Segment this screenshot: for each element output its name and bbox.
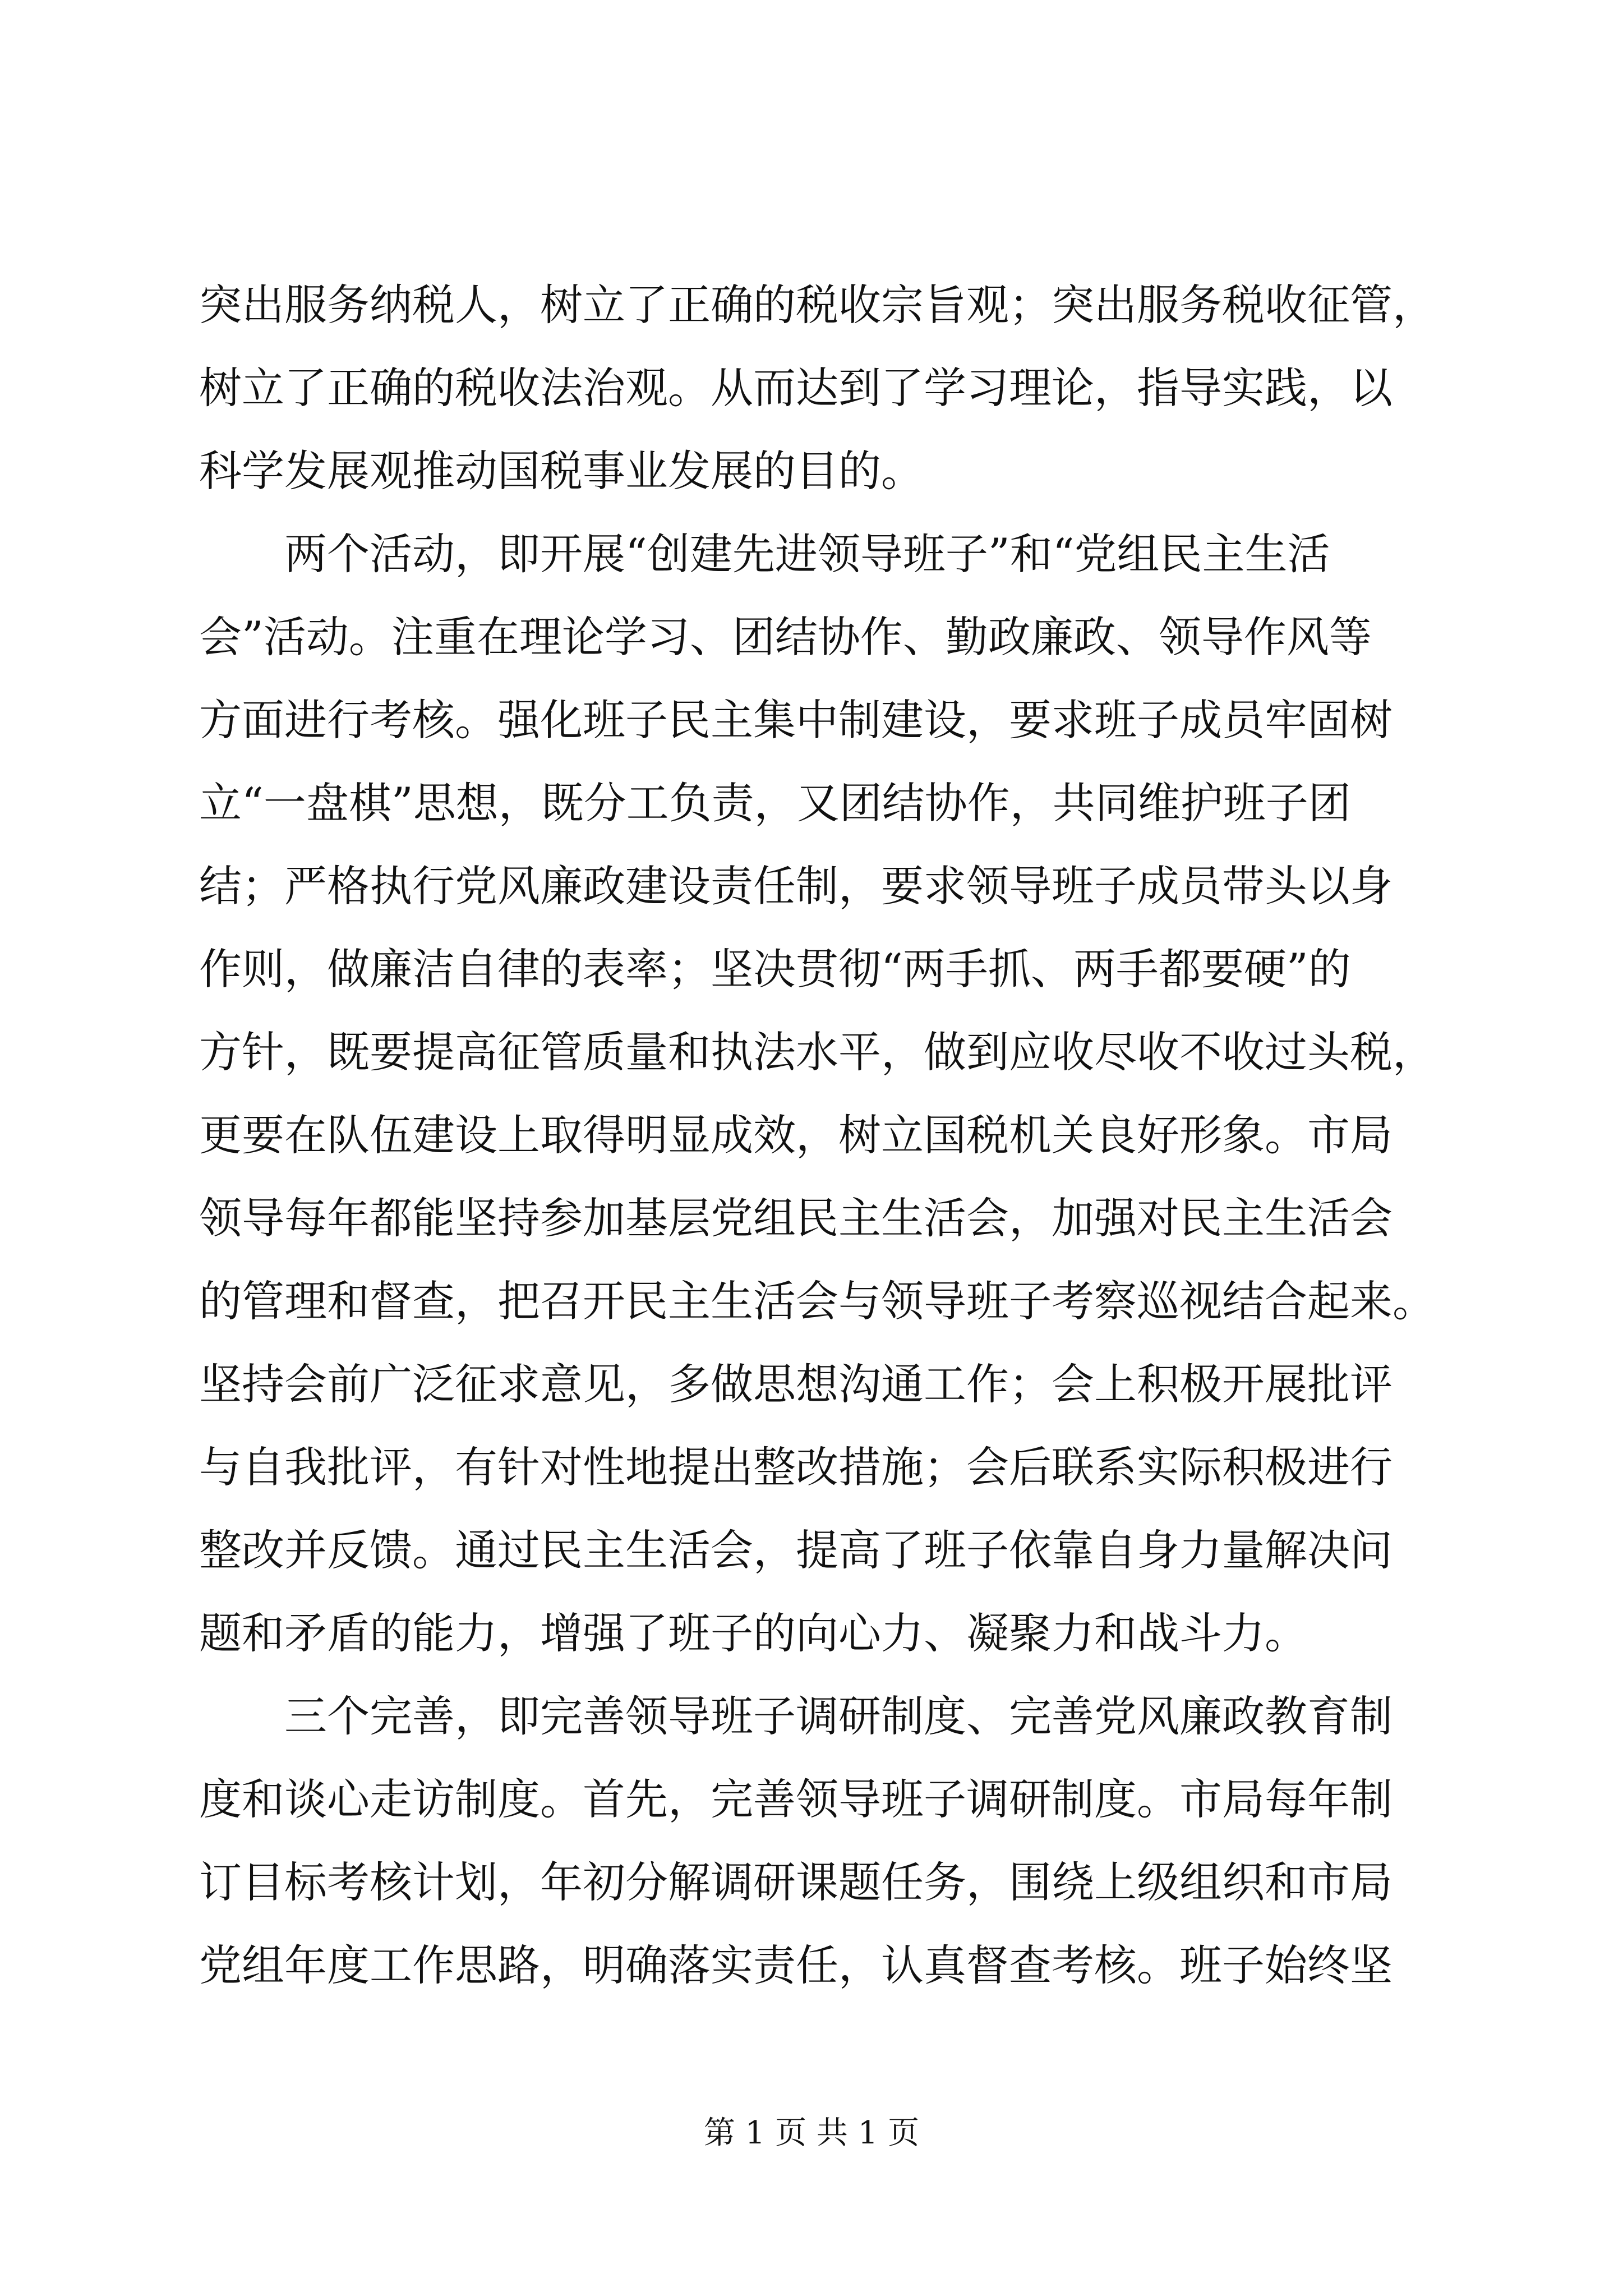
text-line: 整改并反馈。通过民主生活会，提高了班子依靠自身力量解决问: [199, 1525, 1393, 1575]
paragraph-2: [199, 513, 1435, 1675]
text-line: 党组年度工作思路，明确落实责任，认真督查考核。班子始终坚: [199, 1940, 1393, 1990]
text-line: 订目标考核计划，年初分解调研课题任务，围绕上级组织和市局: [199, 1857, 1393, 1907]
text-line: 方针，既要提高征管质量和执法水平，做到应收尽收不收过头税，: [199, 1027, 1435, 1077]
text-line: 会”活动。注重在理论学习、团结协作、勤政廉政、领导作风等: [199, 612, 1372, 662]
paragraph-1: [199, 264, 1435, 513]
text-line: 立“一盘棋”思想，既分工负责，又团结协作，共同维护班子团: [199, 778, 1351, 828]
text-line: 领导每年都能坚持参加基层党组民主生活会，加强对民主生活会: [199, 1193, 1393, 1243]
text-line: 更要在队伍建设上取得明显成效，树立国税机关良好形象。市局: [199, 1110, 1393, 1160]
text-line: 树立了正确的税收法治观。从而达到了学习理论，指导实践，以: [199, 363, 1393, 413]
paragraph-3: [199, 1675, 1416, 2007]
text-line: 结；严格执行党风廉政建设责任制，要求领导班子成员带头以身: [199, 861, 1393, 911]
text-line: 坚持会前广泛征求意见，多做思想沟通工作；会上积极开展批评: [199, 1359, 1393, 1409]
text-line: 题和矛盾的能力，增强了班子的向心力、凝聚力和战斗力。: [199, 1608, 1307, 1658]
page-footer: [0, 2114, 1623, 2153]
text-line: 三个完善，即完善领导班子调研制度、完善党风廉政教育制: [284, 1691, 1393, 1741]
page-number-label: 第 1 页 共 1 页: [703, 2115, 920, 2151]
document-body: [199, 264, 1435, 2007]
text-line: 突出服务纳税人，树立了正确的税收宗旨观；突出服务税收征管，: [199, 280, 1435, 330]
text-line: 科学发展观推动国税事业发展的目的。: [199, 446, 924, 496]
text-line: 方面进行考核。强化班子民主集中制建设，要求班子成员牢固树: [199, 695, 1393, 745]
text-line: 度和谈心走访制度。首先，完善领导班子调研制度。市局每年制: [199, 1774, 1393, 1824]
text-line: 两个活动，即开展“创建先进领导班子”和“党组民主生活: [284, 529, 1330, 579]
text-line: 的管理和督查，把召开民主生活会与领导班子考察巡视结合起来。: [199, 1276, 1435, 1326]
text-line: 作则，做廉洁自律的表率；坚决贯彻“两手抓、两手都要硬”的: [199, 944, 1351, 994]
text-line: 与自我批评，有针对性地提出整改措施；会后联系实际积极进行: [199, 1442, 1393, 1492]
